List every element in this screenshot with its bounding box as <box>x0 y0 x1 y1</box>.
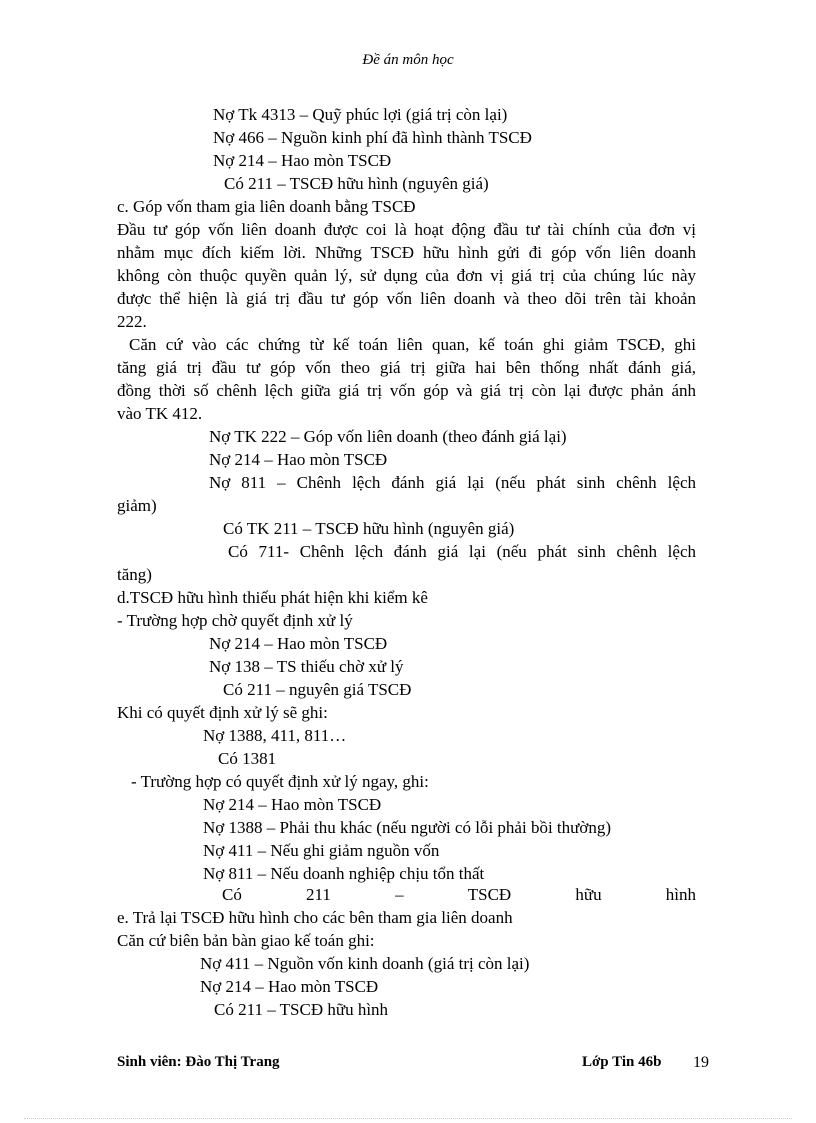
text-line: Căn cứ biên bản bàn giao kế toán ghi: <box>117 931 375 950</box>
text-line: Nợ Tk 4313 – Quỹ phúc lợi (giá trị còn lại) <box>213 105 508 124</box>
footer-student: Sinh viên: Đào Thị Trang <box>117 1054 280 1070</box>
paragraph-line: đồng thời số chênh lệch giữa giá trị vốn góp và giá trị còn lại được phản ánh <box>117 381 696 400</box>
word: hình <box>665 885 696 904</box>
section-heading: e. Trả lại TSCĐ hữu hình cho các bên tham gia liên doanh <box>117 908 513 927</box>
entry-line: Có 211 – nguyên giá TSCĐ <box>223 680 412 699</box>
text-line: - Trường hợp chờ quyết định xử lý <box>117 611 353 630</box>
word: 211 <box>306 885 331 904</box>
paragraph-line: tăng giá trị đầu tư góp vốn theo giá trị giữa hai bên thống nhất đánh giá, <box>117 358 696 377</box>
entry-line: Nợ TK 222 – Góp vốn liên doanh (theo đánh giá lại) <box>209 427 567 446</box>
paragraph-line: được thể hiện là giá trị đầu tư góp vốn liên doanh và theo dõi trên tài khoản <box>117 289 696 308</box>
entry-line: giảm) <box>117 496 157 515</box>
paragraph-line: Đầu tư góp vốn liên doanh được coi là hoạt động đầu tư tài chính của đơn vị <box>117 220 696 239</box>
page-header: Đề án môn học <box>362 52 454 68</box>
word: Có <box>222 885 242 904</box>
entry-line: Nợ 138 – TS thiếu chờ xử lý <box>209 657 404 676</box>
entry-line: Nợ 214 – Hao mòn TSCĐ <box>200 977 379 996</box>
page-bottom-divider <box>24 1118 792 1119</box>
entry-line: Nợ 214 – Hao mòn TSCĐ <box>209 634 388 653</box>
section-heading: d.TSCĐ hữu hình thiếu phát hiện khi kiểm kê <box>117 588 428 607</box>
footer-class: Lớp Tin 46b <box>582 1054 662 1070</box>
entry-line: Có TK 211 – TSCĐ hữu hình (nguyên giá) <box>223 519 515 538</box>
entry-line: Có 1381 <box>218 749 277 768</box>
entry-line: Nợ 411 – Nếu ghi giảm nguồn vốn <box>203 841 440 860</box>
section-heading: c. Góp vốn tham gia liên doanh bằng TSCĐ <box>117 197 416 216</box>
text-line: Khi có quyết định xử lý sẽ ghi: <box>117 703 328 722</box>
entry-line: Nợ 811 – Nếu doanh nghiệp chịu tổn thất <box>203 864 485 883</box>
entry-line: Có 711- Chênh lệch đánh giá lại (nếu phát sinh chênh lệch <box>228 542 696 561</box>
entry-line: Nợ 214 – Hao mòn TSCĐ <box>209 450 388 469</box>
entry-line: Nợ 811 – Chênh lệch đánh giá lại (nếu phát sinh chênh lệch <box>209 473 696 492</box>
paragraph-line: không còn thuộc quyền quản lý, sử dụng của đơn vị giá trị của chúng lúc này <box>117 266 696 285</box>
paragraph-line: 222. <box>117 312 147 331</box>
entry-line: Nợ 411 – Nguồn vốn kinh doanh (giá trị còn lại) <box>200 954 530 973</box>
paragraph-line: Căn cứ vào các chứng từ kế toán liên quan, kế toán ghi giảm TSCĐ, ghi <box>129 335 696 354</box>
entry-line: Nợ 1388 – Phải thu khác (nếu người có lỗi phải bồi thường) <box>203 818 612 837</box>
word: – <box>395 885 404 904</box>
word: hữu <box>575 885 602 904</box>
page-number: 19 <box>693 1054 709 1071</box>
text-line: - Trường hợp có quyết định xử lý ngay, ghi: <box>131 772 429 791</box>
text-line: Nợ 466 – Nguồn kinh phí đã hình thành TSCĐ <box>213 128 532 147</box>
entry-line-spread <box>222 884 696 906</box>
word: TSCĐ <box>467 885 512 904</box>
text-line: Nợ 214 – Hao mòn TSCĐ <box>213 151 392 170</box>
text-line: Có 211 – TSCĐ hữu hình (nguyên giá) <box>224 174 489 193</box>
entry-line: Nợ 1388, 411, 811… <box>203 726 347 745</box>
entry-line: tăng) <box>117 565 152 584</box>
paragraph-line: nhằm mục đích kiếm lời. Những TSCĐ hữu hình gửi đi góp vốn liên doanh <box>117 243 696 262</box>
paragraph-line: vào TK 412. <box>117 404 203 423</box>
entry-line: Có 211 – TSCĐ hữu hình <box>214 1000 389 1019</box>
entry-line: Nợ 214 – Hao mòn TSCĐ <box>203 795 382 814</box>
